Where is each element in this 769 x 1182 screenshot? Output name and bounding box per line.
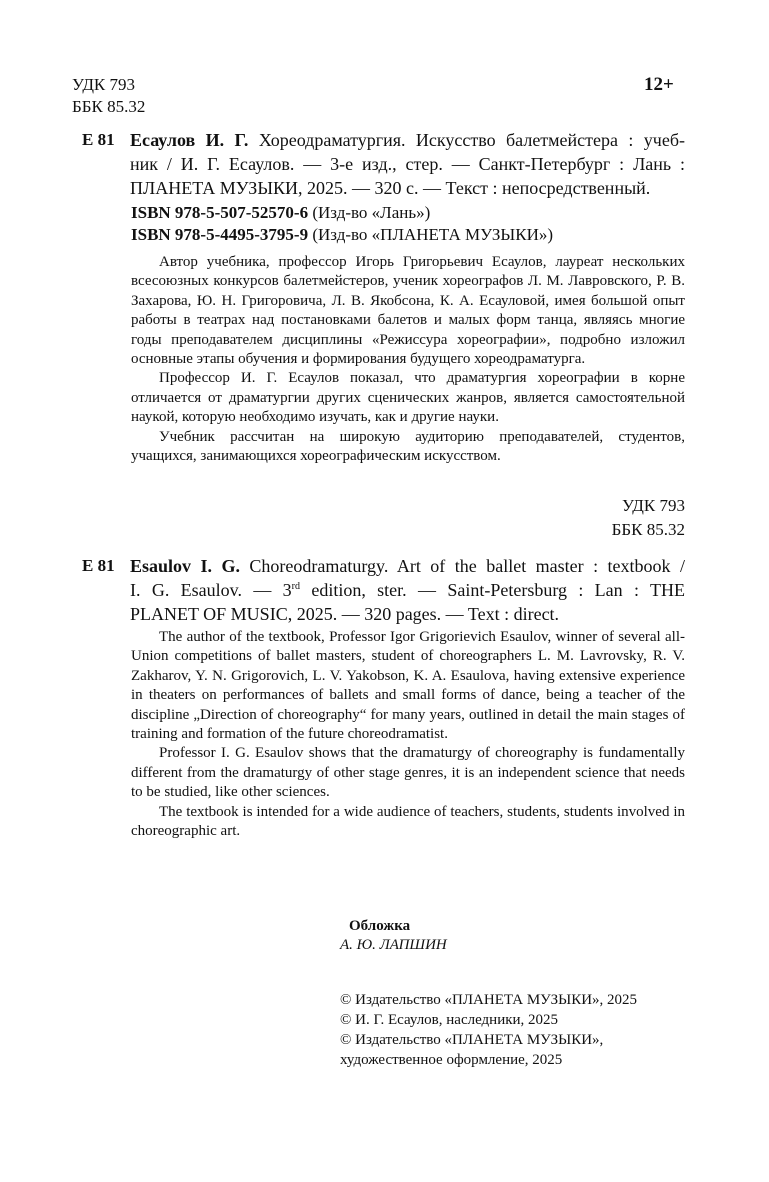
entry-en-line1 [130, 554, 685, 578]
author-mark-ru: Е 81 [82, 130, 115, 149]
bbk-code: ББК 85.32 [72, 97, 146, 116]
title-en-line2-start: I. G. Esaulov. — 3 [130, 580, 292, 600]
title-ru-line3: ПЛАНЕТА МУЗЫКИ, 2025. — 320 с. — Текст : непосредственный. [130, 178, 651, 198]
cover-designer: А. Ю. ЛАПШИН [340, 937, 447, 953]
abstract-ru-para3: Учебник рассчитан на широкую аудиторию преподавателей, студентов, учащихся, занимающихся хореографическим искусством. [131, 428, 685, 465]
copyright-line-2: © И. Г. Есаулов, наследники, 2025 [340, 1012, 559, 1028]
copyright-line-3: © Издательство «ПЛАНЕТА МУЗЫКИ», [340, 1032, 604, 1048]
author-name-ru: Есаулов И. Г. [130, 130, 249, 150]
isbn-1-number: ISBN 978-5-507-52570-6 [131, 203, 309, 222]
copyright-line-1: © Издательство «ПЛАНЕТА МУЗЫКИ», 2025 [340, 992, 638, 1008]
bibliographic-entry-ru [130, 128, 685, 200]
abstract-ru-para2: Профессор И. Г. Есаулов показал, что драматургия хореографии в корне отличается от драматургии других сценических жанров, является самостоятельной наукой, которую необходимо изучать, как и другие науки. [131, 370, 685, 426]
abstract-en [131, 628, 685, 841]
title-en-line1: Choreodramaturgy. Art of the ballet master : textbook / [249, 556, 686, 576]
classification-ru [560, 494, 685, 542]
cover-label: Обложка [349, 918, 411, 934]
abstract-ru-para1: Автор учебника, профессор Игорь Григорьевич Есаулов, лауреат нескольких всесоюзных конкурсов балетмейстеров, ученик хореографов Л. М. Лавровского, Р. В. Захарова, Ю. Н. Григоровича, Л. В. Якобсона, К. А. Есауловой, имея большой опыт работы в театрах над постановками балетов и малых форм танца, являясь многие годы преподавателем дисциплины «Режиссура хореографии», подробно изложил основные этапы обучения и формирования будущего хореодраматурга. [131, 254, 685, 368]
isbn-line-1 [131, 202, 430, 224]
isbn-1-publisher: (Изд-во «Лань») [312, 203, 431, 222]
title-ru-line2: ник / И. Г. Есаулов. — 3-е изд., стер. — Санкт-Петербург : Лань : [130, 154, 685, 174]
abstract-en-para3: The textbook is intended for a wide audience of teachers, students, students involved in choreographic art. [131, 803, 685, 840]
author-name-en: Esaulov I. G. [130, 556, 240, 576]
header-classification [72, 74, 145, 118]
udk-code: УДК 793 [72, 75, 136, 94]
title-en-line2-end: edition, ster. — Saint-Petersburg : Lan : THE [300, 580, 685, 600]
copyright-line-4: художественное оформление, 2025 [340, 1052, 563, 1068]
title-en-line3: PLANET OF MUSIC, 2025. — 320 pages. — Text : direct. [130, 604, 560, 624]
bibliographic-entry-en [130, 554, 685, 626]
author-mark-en: E 81 [82, 556, 115, 575]
entry-ru-line1 [130, 128, 685, 152]
bbk-ru: ББК 85.32 [611, 520, 685, 539]
age-rating: 12+ [644, 74, 674, 95]
abstract-en-para1: The author of the textbook, Professor Igor Grigorievich Esaulov, winner of several all-Union competitions of ballet masters, student of choreographers L. M. Lavrovsky, R. V. Zakharov, Y. N. Grigorovich, L. V. Yakobson, K. A. Esaulova, having extensive experience in theaters on performances of ballets and small forms of dance, being a teacher of the discipline „Direction of choreography“ for many years, outlined in detail the main stages of training and formation of the future choreodramatist. [131, 629, 685, 743]
abstract-en-para2: Professor I. G. Esaulov shows that the dramaturgy of choreography is fundamentally different from the dramaturgy of other stage genres, it is an independent science that needs to be studied, like other sciences. [131, 745, 685, 801]
isbn-2-number: ISBN 978-5-4495-3795-9 [131, 225, 309, 244]
edition-superscript: rd [291, 581, 301, 592]
copyright-block [340, 990, 637, 1070]
udk-ru: УДК 793 [621, 496, 685, 515]
isbn-line-2 [131, 224, 553, 246]
isbn-2-publisher: (Изд-во «ПЛАНЕТА МУЗЫКИ») [312, 225, 554, 244]
title-en-line2 [130, 578, 685, 602]
abstract-ru [131, 253, 685, 466]
title-ru-line1: Хореодраматургия. Искусство балетмейстера : учеб- [258, 130, 685, 150]
